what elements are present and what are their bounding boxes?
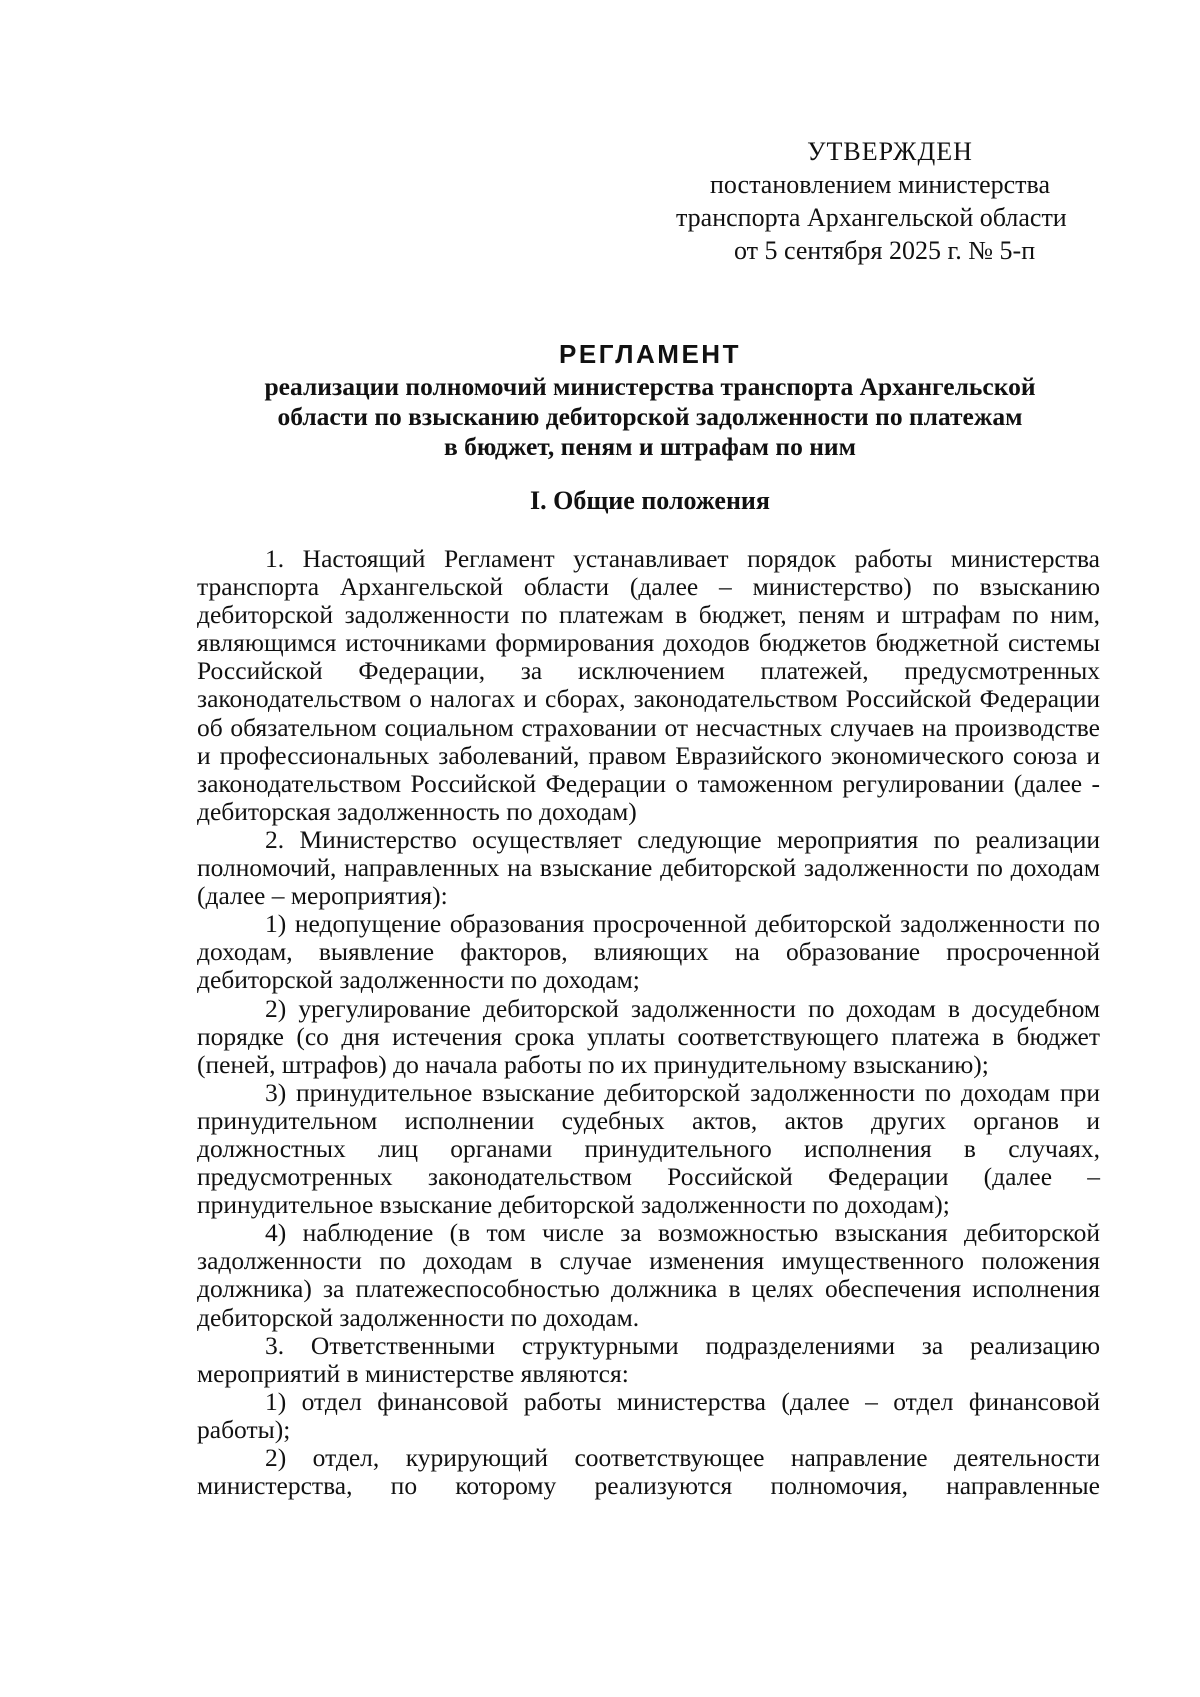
approval-heading: УТВЕРЖДЕН: [807, 137, 973, 166]
paragraph: 3) принудительное взыскание дебиторской задолженности по доходам при принудительном исполнении судебных актов, актов других органов и должностных лиц органами принудительного исполнения в случаях, предусмотренных законодательством Российской Федерации (далее – принудительное взыскание дебиторской задолженности по доходам);: [197, 1077, 1100, 1220]
document-title: РЕГЛАМЕНТ: [559, 339, 741, 369]
approval-line-1: постановлением министерства: [710, 170, 1051, 199]
document-subtitle-line: реализации полномочий министерства транспорта Архангельской: [264, 372, 1036, 401]
paragraph: 1) недопущение образования просроченной дебиторской задолженности по доходам, выявление факторов, влияющих на образование просроченной дебиторской задолженности по доходам;: [197, 909, 1100, 995]
approval-line-2: транспорта Архангельской области: [676, 203, 1067, 232]
paragraph: 2) урегулирование дебиторской задолженности по доходам в досудебном порядке (со дня истечения срока уплаты соответствующего платежа в бюджет (пеней, штрафов) до начала работы по их принудительному взысканию);: [197, 993, 1100, 1079]
paragraph: 4) наблюдение (в том числе за возможностью взыскания дебиторской задолженности по доходам в случае изменения имущественного положения должника) за платежеспособностью должника в целях обеспечения исполнения дебиторской задолженности по доходам.: [197, 1218, 1100, 1332]
document-title-block: [195, 338, 1105, 462]
approval-line-3: от 5 сентября 2025 г. № 5-п: [734, 236, 1036, 265]
approval-stamp: [650, 135, 1110, 267]
section-title: I. Общие положения: [530, 486, 770, 515]
document-body: [197, 545, 1100, 1500]
paragraph: 3. Ответственными структурными подразделениями за реализацию мероприятий в министерстве являются:: [197, 1330, 1100, 1388]
document-subtitle-line: в бюджет, пеням и штрафам по ним: [444, 432, 856, 461]
paragraph: 1. Настоящий Регламент устанавливает порядок работы министерства транспорта Архангельской области (далее – министерство) по взысканию дебиторской задолженности по платежам в бюджет, пеням и штрафам по ним, являющимся источниками формирования доходов бюджетов бюджетной системы Российской Федерации, за исключением платежей, предусмотренных законодательством о налогах и сборах, законодательством Российской Федерации об обязательном социальном страховании от несчастных случаев на производстве и профессиональных заболеваний, правом Евразийского экономического союза и законодательством Российской Федерации о таможенном регулировании (далее - дебиторская задолженность по доходам): [197, 544, 1100, 826]
document-subtitle: [195, 372, 1105, 462]
document-subtitle-line: области по взысканию дебиторской задолженности по платежам: [277, 402, 1023, 431]
paragraph: 2) отдел, курирующий соответствующее направление деятельности министерства, по которому реализуются полномочия, направленные: [197, 1443, 1100, 1501]
paragraph: 1) отдел финансовой работы министерства (далее – отдел финансовой работы);: [197, 1386, 1100, 1444]
paragraph: 2. Министерство осуществляет следующие мероприятия по реализации полномочий, направленных на взыскание дебиторской задолженности по доходам (далее – мероприятия):: [197, 824, 1100, 911]
